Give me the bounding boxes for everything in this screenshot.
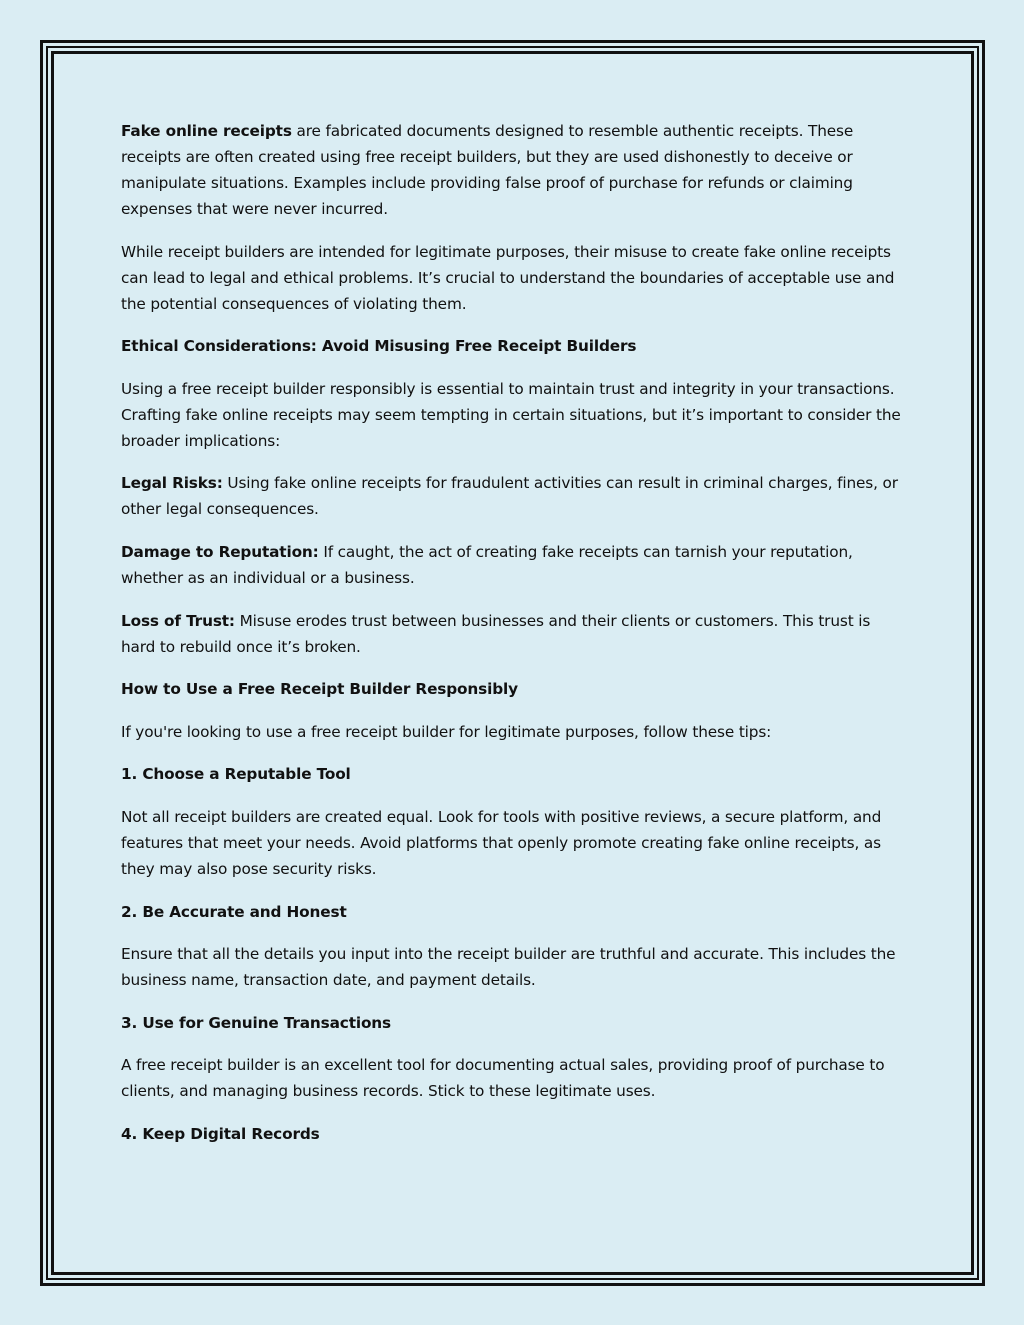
tip1-heading-text: 1. Choose a Reputable Tool	[121, 765, 351, 784]
tip2-heading-text: 2. Be Accurate and Honest	[121, 902, 347, 921]
tip2-heading	[121, 899, 901, 925]
reputation-lead: Damage to Reputation:	[121, 542, 319, 561]
reputation-text: If caught, the act of creating fake receipts can tarnish your reputation, whether as an individual or a business.	[121, 542, 853, 587]
intro-paragraph	[121, 118, 901, 222]
tip1-paragraph: Not all receipt builders are created equal. Look for tools with positive reviews, a secure platform, and features that meet your needs. Avoid platforms that openly promote creating fake online receipts, as they may also pose security risks.	[121, 807, 882, 878]
trust-paragraph	[121, 608, 901, 660]
trust-lead: Loss of Trust:	[121, 611, 235, 630]
tips-intro-paragraph: If you're looking to use a free receipt builder for legitimate purposes, follow these tips:	[121, 722, 772, 741]
intro-text: are fabricated documents designed to resemble authentic receipts. These receipts are often created using free receipt builders, but they are used dishonestly to deceive or manipulate situations. Examples include providing false proof of purchase for refunds or claiming expenses that were never incurred.	[121, 122, 854, 218]
tip2-paragraph: Ensure that all the details you input into the receipt builder are truthful and accurate. This includes the business name, transaction date, and payment details.	[121, 945, 896, 990]
legal-risks-text: Using fake online receipts for fraudulent activities can result in criminal charges, fines, or other legal consequences.	[121, 474, 898, 519]
intro-lead: Fake online receipts	[121, 122, 292, 140]
tip3-heading	[121, 1010, 901, 1036]
tip1-heading	[121, 761, 901, 787]
tip3-paragraph: A free receipt builder is an excellent tool for documenting actual sales, providing proof of purchase to clients, and managing business records. Stick to these legitimate uses.	[121, 1056, 885, 1101]
howto-heading-text: How to Use a Free Receipt Builder Responsibly	[121, 680, 518, 699]
ethical-heading	[121, 333, 901, 359]
responsibility-paragraph: Using a free receipt builder responsibly is essential to maintain trust and integrity in your transactions. Crafting fake online receipts may seem tempting in certain situations, but it’s important to consider the broader implications:	[121, 379, 901, 450]
document-body	[121, 118, 901, 1164]
tip4-heading	[121, 1121, 901, 1147]
misuse-paragraph: While receipt builders are intended for legitimate purposes, their misuse to create fake online receipts can lead to legal and ethical problems. It’s crucial to understand the boundaries of acceptable use and the potential consequences of violating them.	[121, 242, 895, 313]
howto-heading	[121, 676, 901, 702]
tip3-heading-text: 3. Use for Genuine Transactions	[121, 1013, 391, 1032]
trust-text: Misuse erodes trust between businesses and their clients or customers. This trust is hard to rebuild once it’s broken.	[121, 611, 871, 656]
legal-risks-lead: Legal Risks:	[121, 474, 223, 493]
ethical-heading-text: Ethical Considerations: Avoid Misusing Free Receipt Builders	[121, 337, 637, 356]
legal-risks-paragraph	[121, 470, 901, 522]
reputation-paragraph	[121, 539, 901, 591]
tip4-heading-text: 4. Keep Digital Records	[121, 1124, 320, 1143]
